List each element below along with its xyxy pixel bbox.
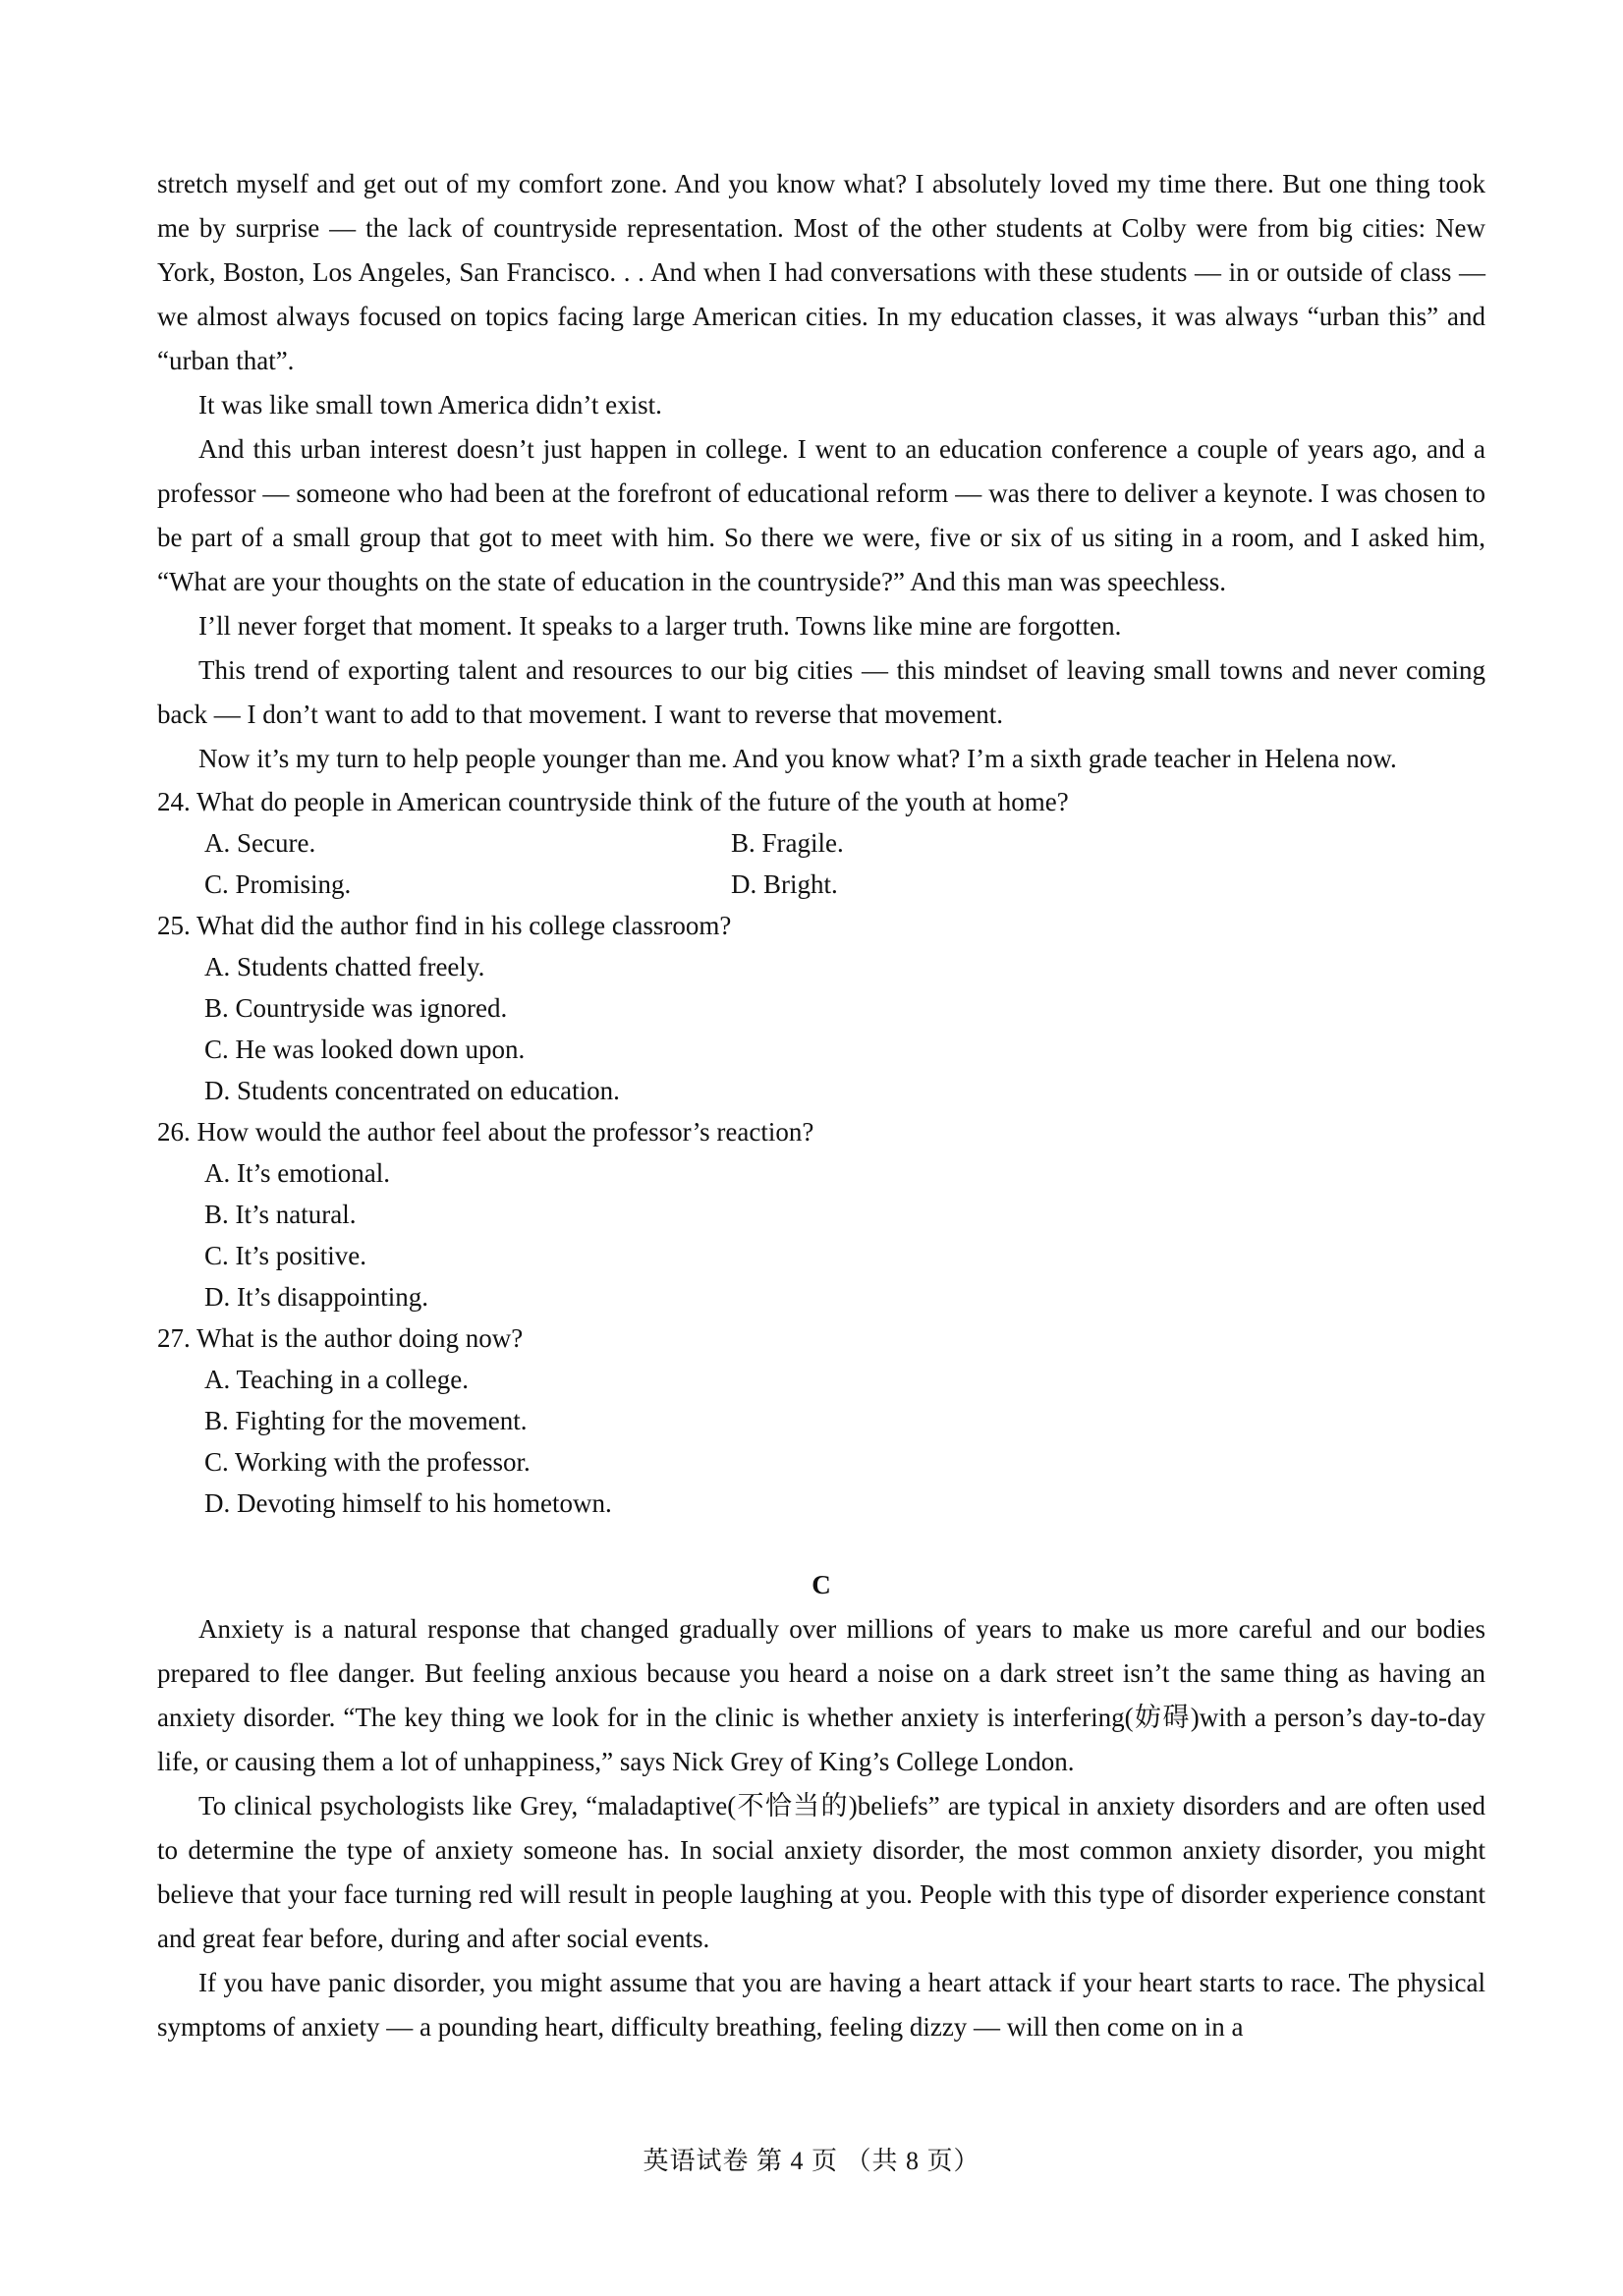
- question-27: [157, 1317, 1485, 1524]
- answer-options: [157, 1152, 1485, 1317]
- passage-b-continuation: [157, 162, 1485, 781]
- exam-page: [157, 162, 1485, 2049]
- answer-option: C. Working with the professor.: [204, 1447, 531, 1477]
- section-c-title: C: [812, 1570, 831, 1599]
- passage-paragraph: To clinical psychologists like Grey, “maladaptive(不恰当的)beliefs” are typical in anxiety disorders and are often used to determine the type of anxiety someone has. In social anxiety disorder, the most common anxiety disorder, you might believe that your face turning red will result in people laughing at you. People with this type of disorder experience constant and great fear before, during and after social events.: [157, 1791, 1485, 1953]
- answer-options: [157, 1359, 1485, 1524]
- passage-paragraph: It was like small town America didn’t exist.: [198, 390, 662, 420]
- question-25: [157, 905, 1485, 1111]
- passage-paragraph: I’ll never forget that moment. It speaks to a larger truth. Towns like mine are forgotten.: [198, 611, 1122, 641]
- question-26: [157, 1111, 1485, 1317]
- answer-option: A. Teaching in a college.: [204, 1365, 470, 1394]
- passage-paragraph: Now it’s my turn to help people younger than me. And you know what? I’m a sixth grade teacher in Helena now.: [198, 744, 1397, 773]
- passage-c: [157, 1607, 1485, 2049]
- answer-options: [157, 946, 1485, 1111]
- answer-option: A. Secure.: [204, 828, 316, 858]
- answer-option: D. Bright.: [731, 869, 838, 899]
- page-footer: 英语试卷 第 4 页 （共 8 页）: [643, 2147, 980, 2175]
- question-stem: 26. How would the author feel about the professor’s reaction?: [157, 1117, 814, 1147]
- answer-option: D. Students concentrated on education.: [204, 1076, 620, 1105]
- passage-paragraph: And this urban interest doesn’t just happen in college. I went to an education conference a couple of years ago, and a professor — someone who had been at the forefront of educational reform — was there to deliver a keynote. I was chosen to be part of a small group that got to meet with him. So there we were, five or six of us siting in a room, and I asked him, “What are your thoughts on the state of education in the countryside?” And this man was speechless.: [157, 434, 1485, 596]
- answer-option: B. Countryside was ignored.: [204, 993, 508, 1023]
- answer-options: [157, 822, 1485, 905]
- passage-paragraph: If you have panic disorder, you might assume that you are having a heart attack if your heart starts to race. The physical symptoms of anxiety — a pounding heart, difficulty breathing, feeling dizzy — will then come on in a: [157, 1968, 1485, 2042]
- passage-paragraph: stretch myself and get out of my comfort zone. And you know what? I absolutely loved my time there. But one thing took me by surprise — the lack of countryside representation. Most of the other students at Colby were from big cities: New York, Boston, Los Angeles, San Francisco. . . And when I had conversations with these students — in or outside of class — we almost always focused on topics facing large American cities. In my education classes, it was always “urban this” and “urban that”.: [157, 169, 1485, 375]
- answer-option: A. Students chatted freely.: [204, 952, 485, 981]
- question-stem: 27. What is the author doing now?: [157, 1323, 524, 1353]
- answer-option: C. He was looked down upon.: [204, 1035, 526, 1064]
- passage-paragraph: Anxiety is a natural response that changed gradually over millions of years to make us more careful and our bodies prepared to flee danger. But feeling anxious because you heard a noise on a dark street isn’t the same thing as having an anxiety disorder. “The key thing we look for in the clinic is whether anxiety is interfering(妨碍)with a person’s day-to-day life, or causing them a lot of unhappiness,” says Nick Grey of King’s College London.: [157, 1614, 1485, 1776]
- answer-option: B. Fighting for the movement.: [204, 1406, 528, 1435]
- answer-option: C. Promising.: [204, 869, 352, 899]
- question-stem: 25. What did the author find in his college classroom?: [157, 911, 732, 940]
- answer-option: B. It’s natural.: [204, 1200, 357, 1229]
- question-24: [157, 781, 1485, 905]
- answer-option: B. Fragile.: [731, 828, 844, 858]
- question-stem: 24. What do people in American countryside think of the future of the youth at home?: [157, 787, 1069, 816]
- passage-paragraph: This trend of exporting talent and resources to our big cities — this mindset of leaving small towns and never coming back — I don’t want to add to that movement. I want to reverse that movement.: [157, 655, 1485, 729]
- answer-option: C. It’s positive.: [204, 1241, 367, 1270]
- answer-option: D. It’s disappointing.: [204, 1282, 428, 1312]
- answer-option: D. Devoting himself to his hometown.: [204, 1488, 612, 1518]
- answer-option: A. It’s emotional.: [204, 1158, 390, 1188]
